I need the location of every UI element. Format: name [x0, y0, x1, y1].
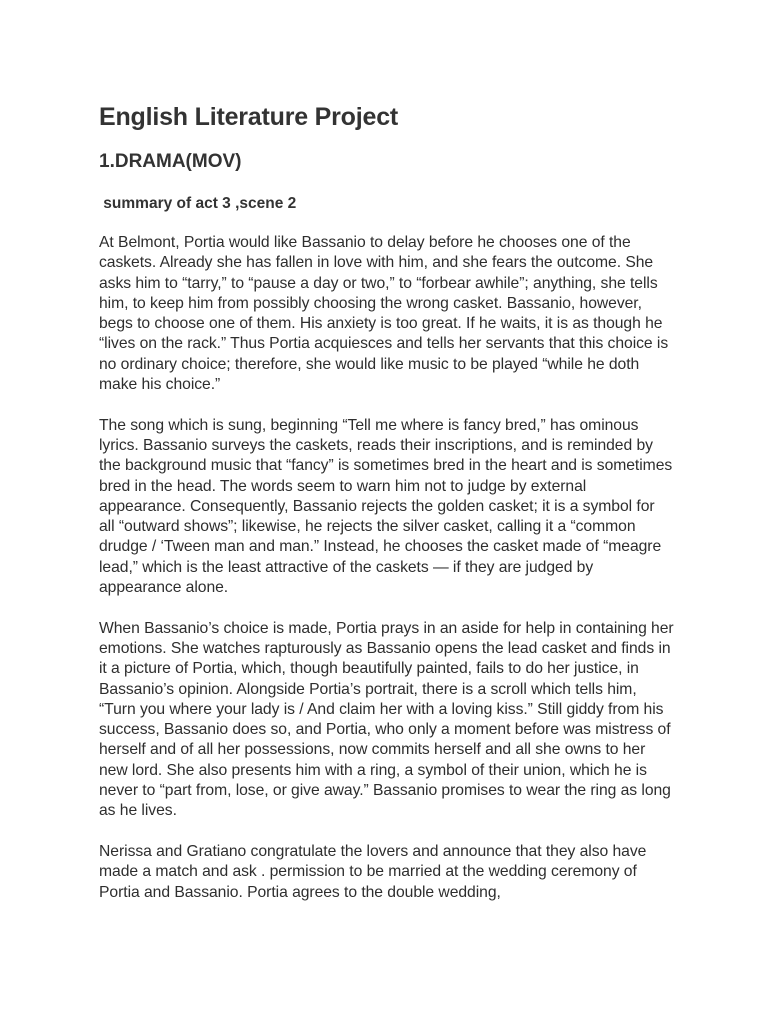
paragraph-2: The song which is sung, beginning “Tell me where is fancy bred,” has ominous lyrics. Bassanio surveys the caskets, reads their inscriptions, and is reminded by the background music that “fancy” is sometimes bred in the heart and is sometimes bred in the head. The words seem to warn him not to judge by external appearance. Consequently, Bassanio rejects the golden casket; it is a symbol for all “outward shows”; likewise, he rejects the silver casket, calling it a “common drudge / ‘Tween man and man.” Instead, he chooses the casket made of “meagre lead,” which is the least attractive of the caskets — if they are judged by appearance alone.	[99, 416, 673, 597]
paragraph-3: When Bassanio’s choice is made, Portia prays in an aside for help in containing her emotions. She watches rapturously as Bassanio opens the lead casket and finds in it a picture of Portia, which, though beautifully painted, fails to do her justice, in Bassanio’s opinion. Alongside Portia’s portrait, there is a scroll which tells him, “Turn you where your lady is / And claim her with a loving kiss.” Still giddy from his success, Bassanio does so, and Portia, who only a moment before was mistress of herself and of all her possessions, now commits herself and all she owns to her new lord. She also presents him with a ring, a symbol of their union, which he is never to “part from, lose, or give away.” Bassanio promises to wear the ring as long as he lives.	[99, 619, 674, 820]
sub-heading: summary of act 3 ,scene 2	[99, 195, 297, 212]
section-heading: 1.DRAMA(MOV)	[99, 151, 242, 172]
document-title: English Literature Project	[99, 103, 399, 131]
paragraph-4: Nerissa and Gratiano congratulate the lovers and announce that they also have made a match and ask . permission to be married at the wedding ceremony of Portia and Bassanio. Portia agrees to the double wedding,	[99, 842, 647, 901]
paragraph-1: At Belmont, Portia would like Bassanio to delay before he chooses one of the caskets. Already she has fallen in love with him, and she fears the outcome. She asks him to “tarry,” to “pause a day or two,” to “forbear awhile”; anything, she tells him, to keep him from possibly choosing the wrong casket. Bassanio, however, begs to choose one of them. His anxiety is too great. If he waits, it is as though he “lives on the rack.” Thus Portia acquiesces and tells her servants that this choice is no ordinary choice; therefore, she would like music to be played “while he doth make his choice.”	[99, 234, 669, 394]
document-page	[99, 101, 674, 903]
